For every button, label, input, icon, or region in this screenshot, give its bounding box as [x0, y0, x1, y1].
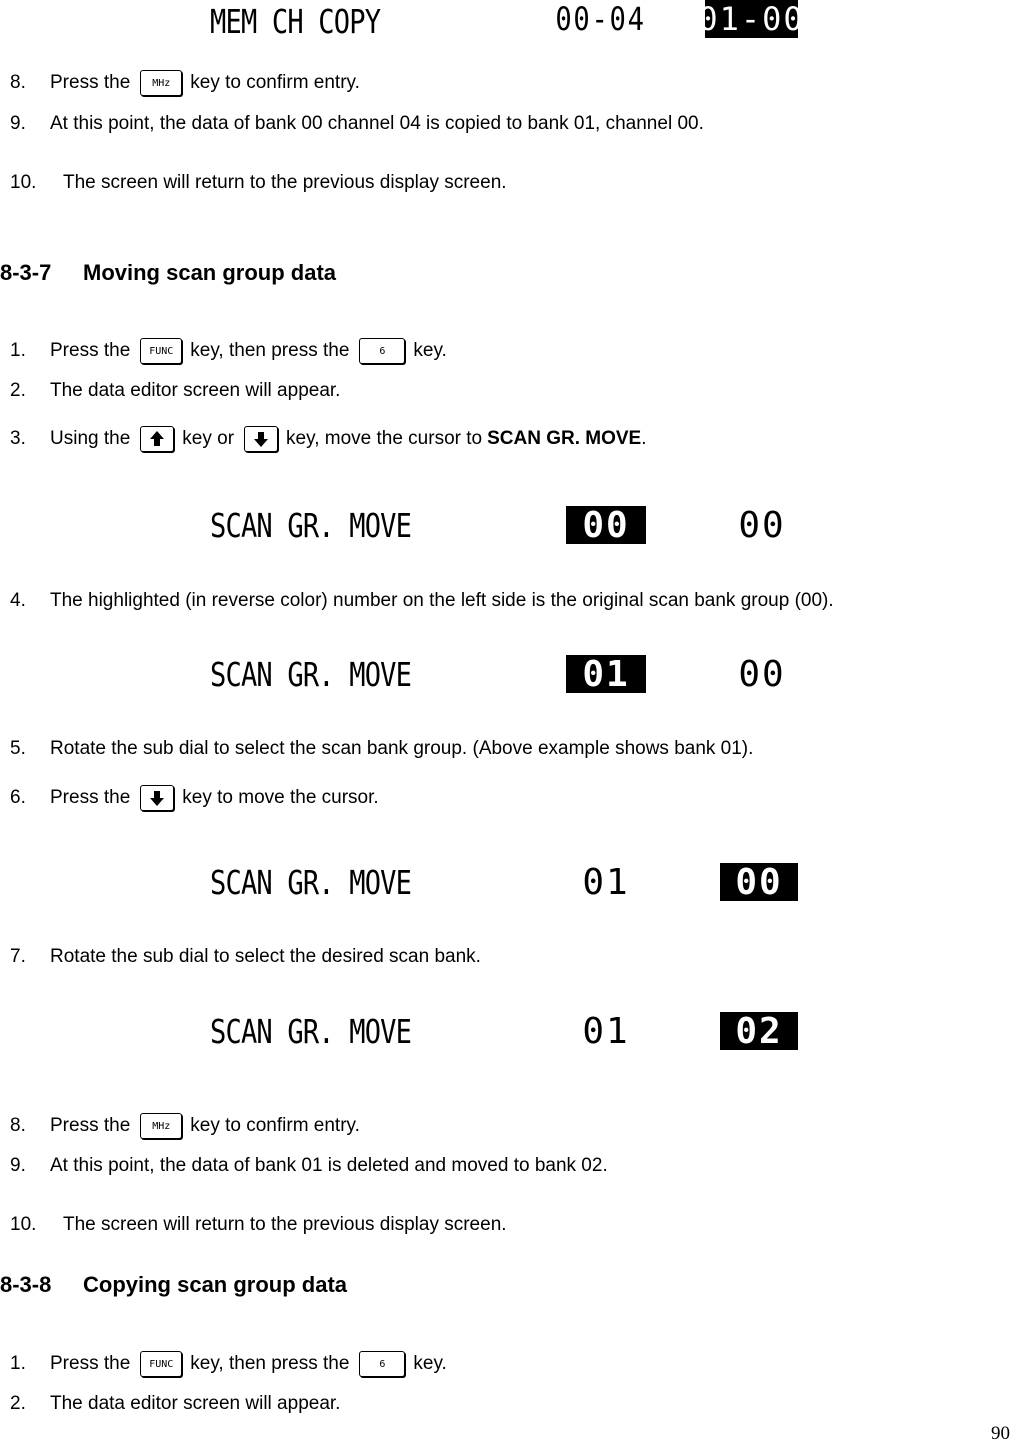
step-text: At this point, the data of bank 00 channel 04 is copied to bank 01, channel 00. [50, 113, 704, 134]
section-title: Moving scan group data [83, 260, 337, 285]
step-text [50, 1113, 360, 1139]
step-text-pre: Press the [50, 1115, 131, 1136]
step-number: 2. [10, 380, 26, 401]
step-text [50, 338, 447, 364]
lcd-value-destination: 01-00 [698, 0, 805, 38]
step-text: The data editor screen will appear. [50, 380, 341, 401]
step-number: 8. [10, 72, 26, 93]
down-arrow-key-icon [140, 785, 174, 811]
step-text-mid: key, then press the [190, 340, 350, 361]
section-title: Copying scan group data [83, 1272, 348, 1297]
step-number: 6. [10, 787, 26, 808]
page-number: 90 [991, 1423, 1010, 1444]
step-text-pre: Using the [50, 428, 131, 449]
step-number: 2. [10, 1393, 26, 1414]
func-key-icon: FUNC [140, 338, 182, 364]
step-text [50, 70, 360, 96]
step-text-post: key to move the cursor. [182, 787, 379, 808]
lcd-label: SCAN GR. MOVE [210, 1011, 412, 1051]
lcd-label: SCAN GR. MOVE [210, 862, 412, 902]
step-number: 9. [10, 113, 26, 134]
lcd-label: MEM CH COPY [210, 2, 381, 41]
step-text-mid: key, then press the [190, 1353, 350, 1374]
section-heading-8-3-7 [0, 257, 336, 289]
section-number: 8-3-7 [0, 260, 52, 285]
mhz-key-icon: MHz [140, 1113, 182, 1139]
lcd-value-source: 00-04 [555, 0, 646, 38]
lcd-value-left: 01 [566, 655, 646, 693]
step-text-post: key to confirm entry. [190, 72, 360, 93]
step-number: 3. [10, 428, 26, 449]
lcd-value-left: 01 [582, 1010, 630, 1052]
step-text-post: key. [413, 340, 447, 361]
lcd-value-right: 02 [720, 1012, 798, 1050]
step-number: 4. [10, 590, 26, 611]
section-number: 8-3-8 [0, 1272, 52, 1297]
step-number: 10. [10, 172, 37, 193]
lcd-display-scan-gr-move-4 [0, 1011, 1010, 1051]
lcd-display-mem-ch-copy [0, 0, 1010, 40]
lcd-value-right: 00 [738, 504, 786, 546]
step-number: 7. [10, 946, 26, 967]
step-text-end: . [641, 428, 647, 449]
six-key-icon: 6 [359, 1351, 405, 1377]
step-text: Rotate the sub dial to select the desired scan bank. [50, 946, 481, 967]
lcd-display-scan-gr-move-1 [0, 505, 1010, 545]
step-number: 1. [10, 1353, 26, 1374]
step-text: The screen will return to the previous display screen. [63, 172, 507, 193]
step-text: Rotate the sub dial to select the scan bank group. (Above example shows bank 01). [50, 738, 754, 759]
mhz-key-icon: MHz [140, 70, 182, 96]
step-text-pre: Press the [50, 340, 131, 361]
step-number: 9. [10, 1155, 26, 1176]
six-key-icon: 6 [359, 338, 405, 364]
step-text: The data editor screen will appear. [50, 1393, 341, 1414]
lcd-label: SCAN GR. MOVE [210, 505, 412, 545]
step-text: The highlighted (in reverse color) number on the left side is the original scan bank group (00). [50, 590, 834, 611]
step-text-mid: key or [182, 428, 235, 449]
step-text [50, 426, 647, 452]
step-text-post: key to confirm entry. [190, 1115, 360, 1136]
lcd-value-left: 01 [582, 861, 630, 903]
lcd-value-right: 00 [720, 863, 798, 901]
lcd-label: SCAN GR. MOVE [210, 654, 412, 694]
step-number: 1. [10, 340, 26, 361]
down-arrow-key-icon [244, 426, 278, 452]
step-text-post: key, move the cursor to [286, 428, 483, 449]
func-key-icon: FUNC [140, 1351, 182, 1377]
step-text [50, 785, 379, 811]
step-text-pre: Press the [50, 1353, 131, 1374]
lcd-value-right: 00 [738, 653, 786, 695]
step-text-pre: Press the [50, 72, 131, 93]
step-text [50, 1351, 447, 1377]
lcd-display-scan-gr-move-2 [0, 654, 1010, 694]
step-number: 10. [10, 1214, 37, 1235]
lcd-display-scan-gr-move-3 [0, 862, 1010, 902]
step-number: 5. [10, 738, 26, 759]
menu-item-name: SCAN GR. MOVE [487, 428, 642, 449]
step-text: At this point, the data of bank 01 is deleted and moved to bank 02. [50, 1155, 608, 1176]
step-text-post: key. [413, 1353, 447, 1374]
step-text-pre: Press the [50, 787, 131, 808]
step-text: The screen will return to the previous display screen. [63, 1214, 507, 1235]
step-number: 8. [10, 1115, 26, 1136]
up-arrow-key-icon [140, 426, 174, 452]
section-heading-8-3-8 [0, 1269, 347, 1301]
lcd-value-left: 00 [566, 506, 646, 544]
